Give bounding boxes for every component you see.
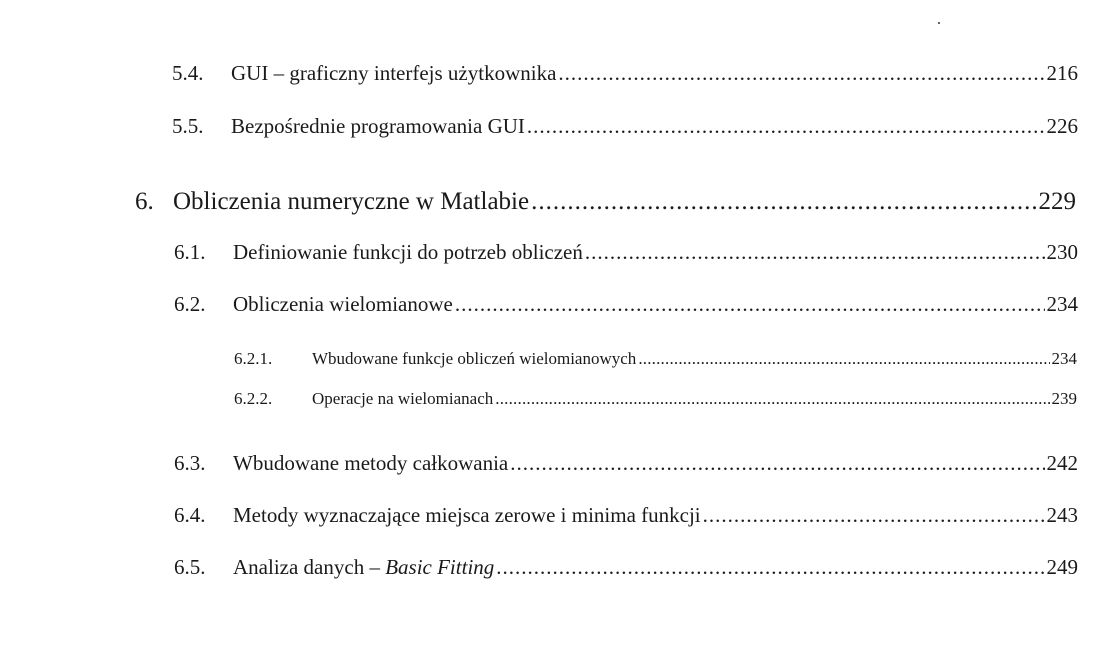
toc-entry-page: 242 <box>1046 451 1078 475</box>
toc-entry-page: 230 <box>1046 240 1078 264</box>
toc-entry-number: 6.2.1. <box>234 349 273 368</box>
toc-entry-number: 5.4. <box>172 61 204 85</box>
toc-entry-title-italic: Basic Fitting <box>385 555 495 579</box>
toc-entry-title-prefix: Analiza danych – <box>233 555 386 579</box>
toc-entry-page: 243 <box>1046 503 1078 527</box>
toc-entry-number: 6.2.2. <box>234 389 273 408</box>
toc-entry-6-4[interactable] <box>174 503 1078 528</box>
toc-entry-page: 234 <box>1051 349 1077 368</box>
scan-speck <box>938 22 940 24</box>
toc-entry-title <box>233 555 494 580</box>
toc-entry-title: Metody wyznaczające miejsca zerowe i minima funkcji <box>233 503 701 527</box>
toc-entry-title: Obliczenia wielomianowe <box>233 292 453 316</box>
toc-entry-title: Wbudowane funkcje obliczeń wielomianowych <box>312 349 637 368</box>
toc-entry-number: 6.2. <box>174 292 206 316</box>
toc-entry-5-5[interactable] <box>172 114 1078 139</box>
toc-entry-number: 6.3. <box>174 451 206 475</box>
toc-entry-title: Definiowanie funkcji do potrzeb obliczeń <box>233 240 583 264</box>
toc-entry-page: 226 <box>1046 114 1078 138</box>
toc-entry-page: 216 <box>1046 61 1078 85</box>
toc-entry-title: GUI – graficzny interfejs użytkownika <box>231 61 557 85</box>
toc-entry-page: 249 <box>1046 555 1078 579</box>
toc-entry-number: 6.1. <box>174 240 206 264</box>
toc-entry-title: Operacje na wielomianach <box>312 389 494 408</box>
toc-entry-6-2-1[interactable] <box>234 349 1077 369</box>
toc-entry-number: 5.5. <box>172 114 204 138</box>
toc-entry-6-2-2[interactable] <box>234 389 1077 409</box>
toc-entry-number: 6.4. <box>174 503 206 527</box>
toc-entry-title: Obliczenia numeryczne w Matlabie <box>173 188 530 215</box>
toc-entry-5-4[interactable] <box>172 61 1078 86</box>
dot-leader <box>531 188 1036 216</box>
dot-leader <box>585 240 1045 265</box>
toc-entry-title: Bezpośrednie programowania GUI <box>231 114 525 138</box>
dot-leader <box>495 389 1049 409</box>
toc-entry-number: 6. <box>135 188 154 215</box>
toc-entry-6-1[interactable] <box>174 240 1078 265</box>
toc-entry-title: Wbudowane metody całkowania <box>233 451 509 475</box>
toc-entry-page: 239 <box>1051 389 1077 408</box>
dot-leader <box>496 555 1044 580</box>
dot-leader <box>703 503 1045 528</box>
dot-leader <box>638 349 1049 369</box>
dot-leader <box>558 61 1044 86</box>
toc-entry-page: 234 <box>1046 292 1078 316</box>
dot-leader <box>455 292 1045 317</box>
dot-leader <box>510 451 1044 476</box>
toc-entry-6-3[interactable] <box>174 451 1078 476</box>
dot-leader <box>527 114 1045 139</box>
toc-entry-6[interactable] <box>135 188 1076 216</box>
toc-entry-page: 229 <box>1038 188 1076 215</box>
toc-entry-number: 6.5. <box>174 555 206 579</box>
toc-entry-6-2[interactable] <box>174 292 1078 317</box>
toc-entry-6-5[interactable] <box>174 555 1078 580</box>
